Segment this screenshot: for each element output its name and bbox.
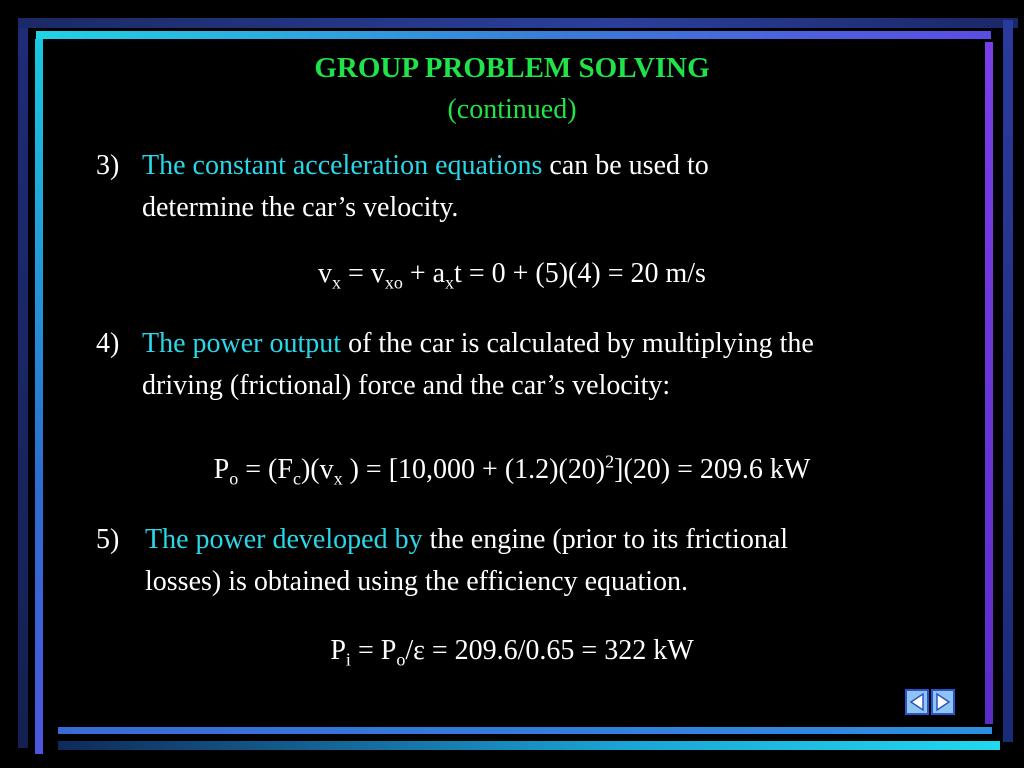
step-5-number: 5) <box>96 524 120 555</box>
frame-right-outer-bar <box>1003 20 1013 742</box>
step-5-line1-rest: the engine (prior to its frictional <box>422 524 789 555</box>
step-5-text <box>145 519 995 603</box>
step-4-line1-rest: of the car is calculated by multiplying the <box>341 328 814 359</box>
frame-top-inner-bar <box>36 31 991 39</box>
step-3-line1-rest: can be used to <box>542 150 709 181</box>
slide-title: GROUP PROBLEM SOLVING <box>314 52 710 84</box>
step-3-line2: determine the car’s velocity. <box>142 192 459 223</box>
step-4-highlight: The power output <box>142 328 342 359</box>
step-4-line2: driving (frictional) force and the car’s velocity: <box>142 370 671 401</box>
power-input-equation: $P_i = P_o/\varepsilon = 209.6/0.65 = 322$ kW <box>330 635 694 670</box>
step-5-highlight: The power developed by <box>145 524 423 555</box>
frame-bottom-outer-bar <box>58 741 1000 750</box>
frame-top-outer-bar <box>18 18 1018 28</box>
frame-bottom-inner-bar <box>58 727 992 734</box>
velocity-equation: $v_x = v_{xo} + a_xt = 0 + (5)(4) = 20$ m/s <box>318 258 706 293</box>
step-3-number: 3) <box>96 150 120 181</box>
step-4-number: 4) <box>96 328 120 359</box>
slide-subtitle: (continued) <box>447 94 577 125</box>
previous-slide-button[interactable] <box>905 689 929 715</box>
triangle-right-icon <box>933 691 953 713</box>
power-output-equation: $P_o = (F_c)(v_x$ ) = $[10,000 + (1.2)(20)^2](20) = 209.6$ kW <box>213 451 811 489</box>
triangle-left-icon <box>907 691 927 713</box>
step-3-text <box>142 145 982 229</box>
next-slide-button[interactable] <box>931 689 955 715</box>
step-3-highlight: The constant acceleration equations <box>142 150 543 181</box>
step-5-line2: losses) is obtained using the efficiency equation. <box>145 566 689 597</box>
step-4-text <box>142 323 1002 407</box>
